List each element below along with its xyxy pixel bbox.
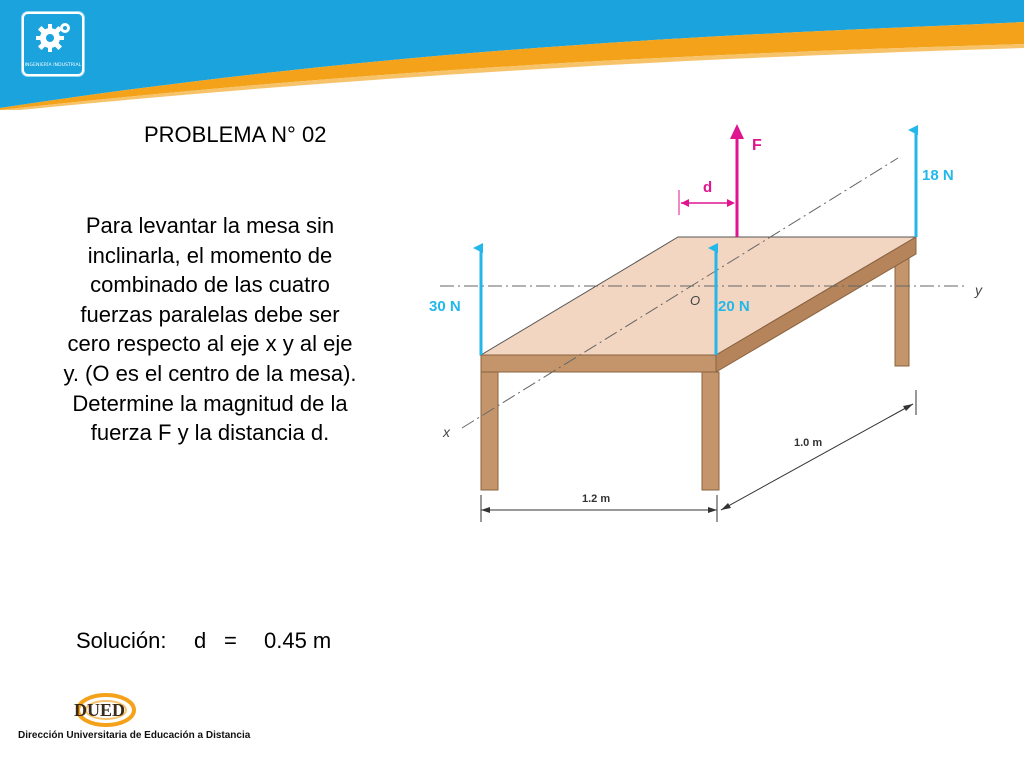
table-apron-front	[481, 355, 716, 372]
institution-name: Dirección Universitaria de Educación a Distancia	[18, 730, 251, 741]
d-arrowhead-left	[681, 199, 689, 207]
width-arrowhead-far	[903, 404, 913, 411]
width-arrowhead-near	[721, 503, 731, 510]
solution-equals: =	[224, 628, 237, 653]
x-axis-label: x	[443, 424, 450, 440]
force-30n-label: 30 N	[429, 298, 461, 315]
solution-value: 0.45 m	[264, 628, 332, 653]
front-left-leg	[481, 372, 498, 490]
force-18n-label: 18 N	[922, 167, 954, 184]
dued-logo-text: DUED	[74, 700, 126, 720]
length-arrowhead-left	[481, 507, 490, 513]
problem-statement: Para levantar la mesa sin inclinarla, el momento de combinado de las cuatro fuerzas paralelas debe ser cero respecto al eje x y al eje y. (O es el centro de la mesa). Determine la magnitud de la fuerza F y la distancia d.	[63, 213, 357, 446]
badge-label: INGENIERÍA INDUSTRIAL	[24, 63, 82, 68]
solution-label: Solución:	[76, 628, 167, 653]
width-dimension-line	[721, 404, 913, 510]
d-arrowhead-right	[727, 199, 735, 207]
width-label: 1.0 m	[794, 437, 823, 449]
problem-title: PROBLEMA N° 02	[144, 122, 327, 147]
y-axis-label: y	[975, 282, 982, 298]
force-f-arrowhead	[730, 124, 744, 139]
origin-label: O	[690, 293, 701, 308]
force-f-label: F	[752, 137, 762, 154]
front-right-leg	[702, 372, 719, 490]
length-arrowhead-right	[708, 507, 717, 513]
d-label: d	[703, 179, 713, 196]
length-label: 1.2 m	[582, 493, 611, 505]
back-right-leg	[895, 252, 909, 366]
force-20n-label: 20 N	[718, 298, 750, 315]
dued-logo	[62, 690, 152, 732]
solution-variable: d	[194, 628, 207, 653]
